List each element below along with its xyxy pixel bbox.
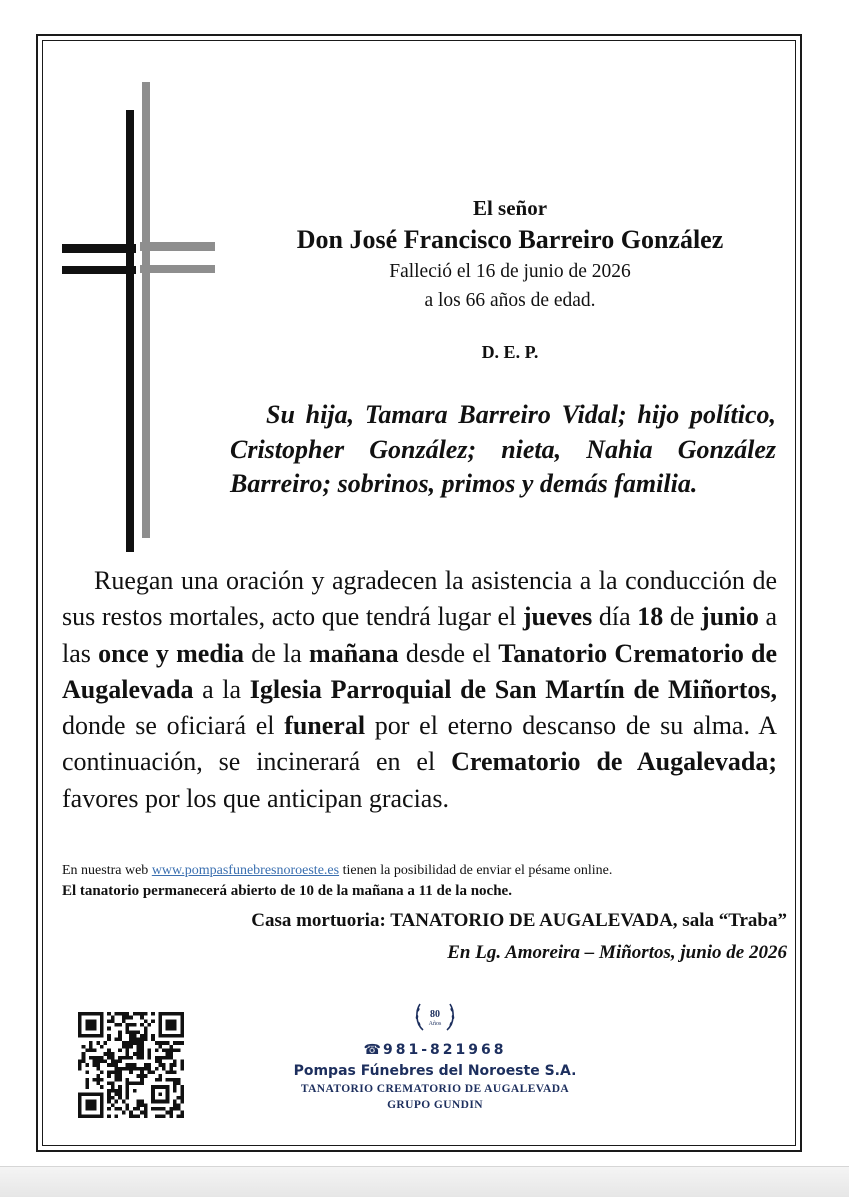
ceremony-church: Iglesia Parroquial de San Martín de Miñortos, — [249, 674, 778, 704]
ceremony-text-part: de la — [251, 638, 302, 668]
ceremony-time-of-day: mañana — [309, 638, 399, 668]
funeral-home-value: TANATORIO DE AUGALEVADA, sala “Traba” — [390, 910, 787, 931]
company-group: GRUPO GUNDIN — [387, 1099, 483, 1111]
phone-number[interactable]: 981-821968 — [382, 1042, 507, 1058]
phone-line — [285, 1040, 585, 1060]
company-subtitle: TANATORIO CREMATORIO DE AUGALEVADA — [300, 1083, 570, 1095]
rest-in-peace: D. E. P. — [481, 342, 539, 362]
online-condolence-note — [62, 861, 782, 881]
ceremony-text-part: desde el — [405, 638, 492, 668]
funeral-home-label: Casa mortuoria: — [251, 910, 386, 931]
page-bottom-shade — [0, 1166, 849, 1197]
death-date: Falleció el 16 de junio de 2026 — [389, 261, 631, 282]
company-name: Pompas Fúnebres del Noroeste S.A. — [293, 1063, 577, 1079]
place-and-date: En Lg. Amoreira – Miñortos, junio de 2026 — [447, 942, 787, 963]
ceremony-crematorium: Crematorio de Augalevada; — [451, 747, 778, 777]
phone-icon: ☎ — [363, 1042, 381, 1058]
opening-hours-text: El tanatorio permanecerá abierto de 10 de la mañana a 11 de la noche — [62, 883, 509, 899]
website-link[interactable]: www.pompasfunebresnoroeste.es — [151, 863, 340, 878]
ceremony-time: once y media — [98, 638, 245, 668]
qr-code[interactable] — [78, 1012, 184, 1118]
ceremony-funeral: funeral — [284, 711, 366, 741]
ceremony-text-part: donde se oficiará el — [62, 711, 275, 741]
ceremony-origin: Tanatorio Crematorio de Augalevada — [62, 638, 778, 704]
deceased-intro: El señor — [472, 196, 548, 220]
deceased-name: Don José Francisco Barreiro González — [296, 225, 724, 254]
ceremony-text-part: de — [669, 602, 695, 632]
ceremony-text-part: favores por los que anticipan gracias. — [62, 783, 449, 813]
ceremony-text-part: Ruegan una oración y agradecen la asistencia a la conducción de sus restos mortales, acto que tendrá lugar el — [62, 566, 777, 632]
ceremony-day: jueves — [522, 602, 593, 632]
family-list: Su hija, Tamara Barreiro Vidal; hijo político, Cristopher González; nieta, Nahia González Barreiro; sobrinos, primos y demás familia. — [230, 400, 776, 498]
company-block — [285, 996, 585, 1113]
ceremony-month: junio — [701, 602, 759, 632]
ceremony-text-part: por el eterno descanso de su alma. A continuación, se incinerará en el — [62, 711, 778, 777]
badge-word: Años — [428, 1021, 442, 1027]
web-note-prefix: En nuestra web — [62, 863, 149, 878]
deceased-age: a los 66 años de edad. — [424, 290, 596, 311]
ceremony-text-part: a la — [202, 674, 242, 704]
funeral-home-line — [62, 908, 787, 934]
deceased-header — [230, 193, 790, 365]
ceremony-date-number: 18 — [637, 602, 664, 632]
web-note-suffix: tienen la posibilidad de enviar el pésame online. — [342, 863, 613, 878]
ceremony-text — [62, 563, 777, 817]
badge-number: 80 — [430, 1009, 440, 1020]
opening-hours-note: El tanatorio permanecerá abierto de 10 de la mañana a 11 de la noche. — [62, 883, 512, 899]
cross-icon — [58, 80, 218, 555]
ceremony-text-part: día — [598, 602, 631, 632]
anniversary-badge-icon — [413, 996, 457, 1038]
ceremony-text-part: a las — [62, 602, 778, 668]
